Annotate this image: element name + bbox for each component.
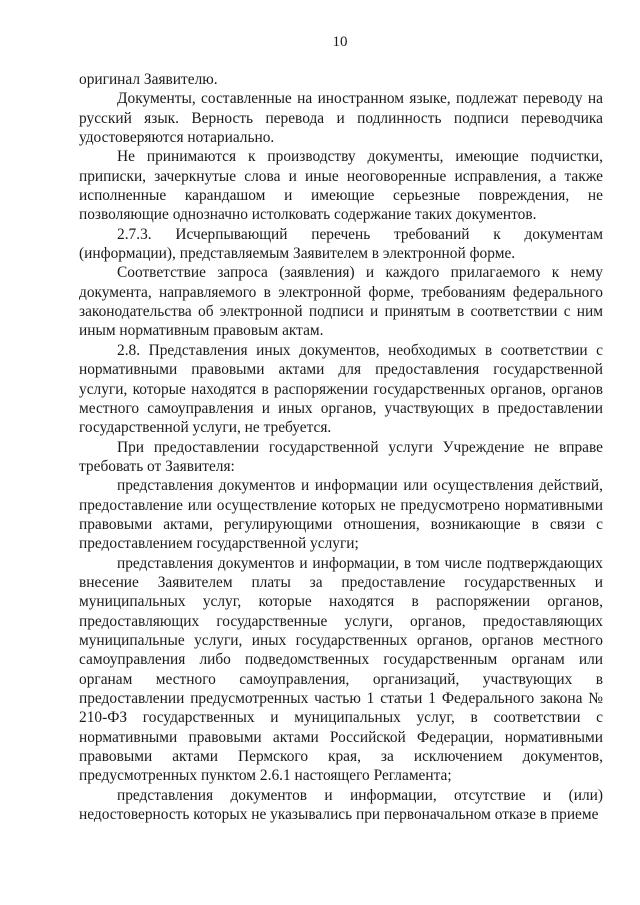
paragraph-prohibition-1: представления документов и информации или осуществления действий, предоставление или осуществление которых не предусмотрено нормативными правовыми актами, регулирующими отношения, возникающие в связи с предоставлением государственной услуги; bbox=[79, 477, 603, 553]
paragraph-electronic-compliance: Соответствие запроса (заявления) и каждого прилагаемого к нему документа, направляемого в электронной форме, требованиям федерального законодательства об электронной подписи и принятым в соответствии с ним иным нормативным правовым актам. bbox=[79, 264, 603, 340]
paragraph-prohibition-3: представления документов и информации, отсутствие и (или) недостоверность которых не указывались при первоначальном отказе в приеме bbox=[79, 786, 603, 824]
paragraph-section-2-7-3: 2.7.3. Исчерпывающий перечень требований к документам (информации), представляемым Заявителем в электронной форме. bbox=[79, 225, 603, 263]
paragraph-section-2-8: 2.8. Представления иных документов, необходимых в соответствии с нормативными правовыми актами для предоставления государственной услуги, которые находятся в распоряжении государственных органов, органов местного самоуправления и иных органов, участвующих в предоставлении государственной услуги, не требуется. bbox=[79, 341, 603, 437]
paragraph-continuation: оригинал Заявителю. bbox=[79, 71, 218, 88]
paragraph-rejected-documents: Не принимаются к производству документы, имеющие подчистки, приписки, зачеркнутые слова и иные неоговоренные исправления, а также исполненные карандашом и имеющие серьезные повреждения, не позволяющие однозначно истолковать содержание таких документов. bbox=[79, 148, 603, 224]
page-body bbox=[79, 70, 603, 824]
page-number: 10 bbox=[332, 34, 348, 50]
paragraph-prohibition-2: представления документов и информации, в том числе подтверждающих внесение Заявителем платы за предоставление государственных и муниципальных услуг, которые находятся в распоряжении органов, предоставляющих государственные услуги, органов, предоставляющих муниципальные услуги, иных государственных органов, органов местного самоуправления либо подведомственных государственным органам или органам местного самоуправления, организаций, участвующих в предоставлении предусмотренных частью 1 статьи 1 Федерального закона № 210-ФЗ государственных и муниципальных услуг, в соответствии с нормативными правовыми актами Российской Федерации, нормативными правовыми актами Пермского края, за исключением документов, предусмотренных пунктом 2.6.1 настоящего Регламента; bbox=[79, 554, 603, 785]
paragraph-foreign-language-documents: Документы, составленные на иностранном языке, подлежат переводу на русский язык. Верность перевода и подлинность подписи переводчика удостоверяются нотариально. bbox=[79, 90, 603, 147]
paragraph-prohibitions-intro: При предоставлении государственной услуги Учреждение не вправе требовать от Заявителя: bbox=[79, 438, 603, 475]
